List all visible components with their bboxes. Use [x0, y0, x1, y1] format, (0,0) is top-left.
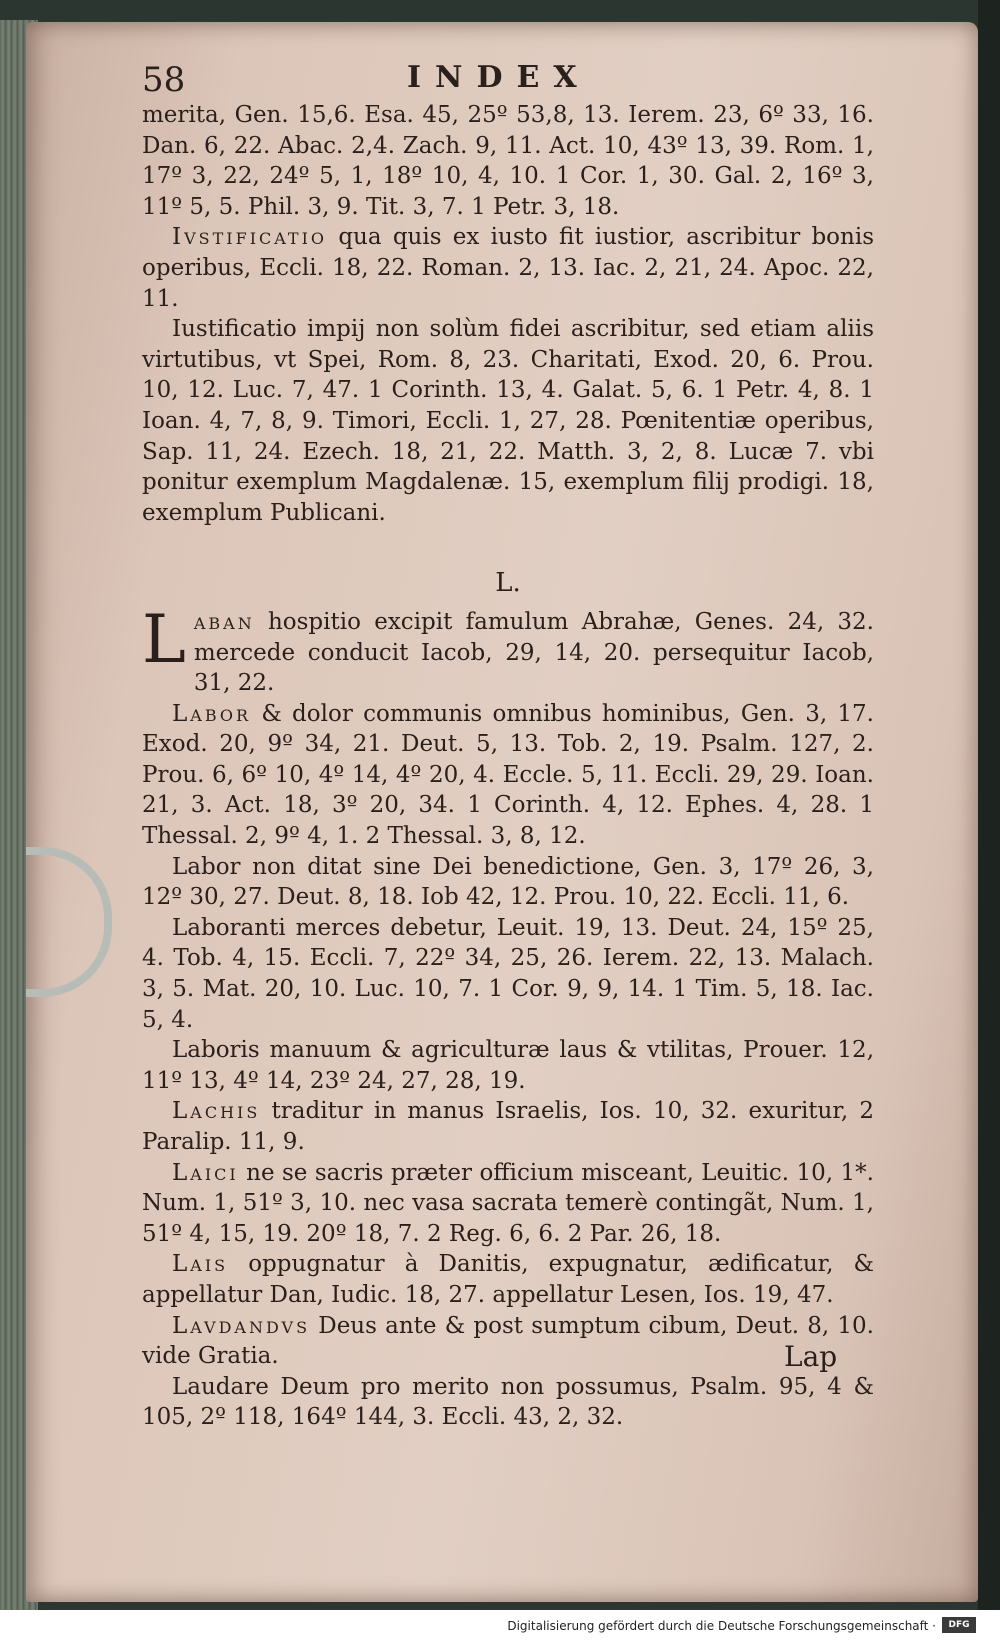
entry-lead: Laici — [172, 1159, 239, 1186]
entry-text: Laboranti merces debetur, Leuit. 19, 13. Deut. 24, 15º 25, 4. Tob. 4, 15. Eccli. 7, 22º 34, 25, 26. Ierem. 22, 13. Malach. 3, 5. Mat. 20, 10. Luc. 10, 7. 1 Cor. 9, 9, 14. 1 Tim. 5, 18. Iac. 5, 4. — [142, 914, 874, 1033]
footer — [0, 1610, 1000, 1642]
entry-text: Laudare Deum pro merito non possumus, Psalm. 95, 4 & 105, 2º 118, 164º 144, 3. Eccli. 43, 2, 32. — [142, 1373, 874, 1431]
index-entry — [142, 1249, 874, 1310]
entry-text: oppugnatur à Danitis, expugnatur, ædificatur, & appellatur Dan, Iudic. 18, 27. appellatur Lesen, Ios. 19, 47. — [142, 1251, 874, 1308]
section-letter: L. — [495, 568, 521, 599]
index-text — [142, 100, 874, 1433]
running-head: INDEX — [407, 60, 591, 95]
drop-cap: L — [142, 600, 186, 678]
entry-lead: aban — [193, 608, 255, 635]
funding-credit: Digitalisierung gefördert durch die Deutsche Forschungsgemeinschaft · — [507, 1619, 936, 1633]
entry-lead: Ivstificatio — [172, 224, 328, 251]
index-entry — [142, 600, 874, 699]
index-entry — [142, 913, 874, 1035]
index-entry — [142, 1372, 874, 1433]
index-entry — [142, 100, 874, 222]
index-entry — [142, 1096, 874, 1157]
index-entry — [142, 222, 874, 314]
entry-text: Labor non ditat sine Dei benedictione, Gen. 3, 17º 26, 3, 12º 30, 27. Deut. 8, 18. Iob 42, 12. Prou. 10, 22. Eccli. 11, 6. — [142, 853, 874, 911]
index-entry — [142, 1311, 874, 1372]
index-entry — [142, 1035, 874, 1096]
index-entry — [142, 852, 874, 913]
entry-lead: Labor — [172, 700, 252, 727]
entry-lead: Lavdandvs — [172, 1312, 311, 1339]
page-number: 58 — [142, 60, 186, 100]
index-entry — [142, 1158, 874, 1250]
index-entry — [142, 699, 874, 852]
book-right-edge — [978, 0, 1000, 1610]
page-header — [142, 60, 872, 104]
entry-lead: Lachis — [172, 1098, 261, 1125]
entry-text: & dolor communis omnibus hominibus, Gen. 3, 17. Exod. 20, 9º 34, 21. Deut. 5, 13. Tob. 2, 19. Psalm. 127, 2. Prou. 6, 6º 10, 4º 14, 4º 20, 4. Eccle. 5, 11. Eccli. 29, 29. Ioan. 21, 3. Act. 18, 3º 20, 34. 1 Corinth. 4, 12. Ephes. 4, 28. 1 Thessal. 2, 9º 4, 1. 2 Thessal. 3, 8, 12. — [142, 700, 874, 850]
page-clip — [26, 847, 112, 997]
entry-text: traditur in manus Israelis, Ios. 10, 32. exuritur, 2 Paralip. 11, 9. — [142, 1098, 874, 1155]
catchword: Lap — [784, 1340, 838, 1373]
entry-text: merita, Gen. 15,6. Esa. 45, 25º 53,8, 13. Ierem. 23, 6º 33, 16. Dan. 6, 22. Abac. 2,4. Zach. 9, 11. Act. 10, 43º 13, 39. Rom. 1, 17º 3, 22, 24º 5, 1, 18º 10, 4, 10. 1 Cor. 1, 30. Gal. 2, 16º 3, 11º 5, 5. Phil. 3, 9. Tit. 3, 7. 1 Petr. 3, 18. — [142, 102, 874, 220]
entry-text: Iustificatio impij non solùm fidei ascribitur, sed etiam aliis virtutibus, vt Spei, Rom. 8, 23. Charitati, Exod. 20, 6. Prou. 10, 12. Luc. 7, 47. 1 Corinth. 13, 4. Galat. 5, 6. 1 Petr. 4, 8. 1 Ioan. 4, 7, 8, 9. Timori, Eccli. 1, 27, 28. Pœnitentiæ operibus, Sap. 11, 24. Ezech. 18, 21, 22. Matth. 3, 2, 8. Lucæ 7. vbi ponitur exemplum Magdalenæ. 15, exemplum filij prodigi. 18, exemplum Publicani. — [142, 316, 874, 526]
entry-text: ne se sacris præter officium misceant, Leuitic. 10, 1*. Num. 1, 51º 3, 10. nec vasa sacrata temerè contingãt, Num. 1, 51º 4, 15, 19. 20º 18, 7. 2 Reg. 6, 6. 2 Par. 26, 18. — [142, 1159, 874, 1247]
entry-lead: Lais — [172, 1251, 229, 1278]
entry-text: Deus ante & post sumptum cibum, Deut. 8, 10. vide Gratia. — [142, 1312, 874, 1370]
entry-text: qua quis ex iusto fit iustior, ascribitur bonis operibus, Eccli. 18, 22. Roman. 2, 13. Iac. 2, 21, 24. Apoc. 22, 11. — [142, 224, 874, 312]
dfg-logo: DFG — [942, 1617, 976, 1633]
entry-text: Laboris manuum & agriculturæ laus & vtilitas, Prouer. 12, 11º 13, 4º 14, 23º 24, 27, 28, 19. — [142, 1037, 874, 1094]
index-entry — [142, 314, 874, 528]
entry-text: hospitio excipit famulum Abrahæ, Genes. 24, 32. mercede conducit Iacob, 29, 14, 20. persequitur Iacob, 31, 22. — [193, 608, 874, 697]
